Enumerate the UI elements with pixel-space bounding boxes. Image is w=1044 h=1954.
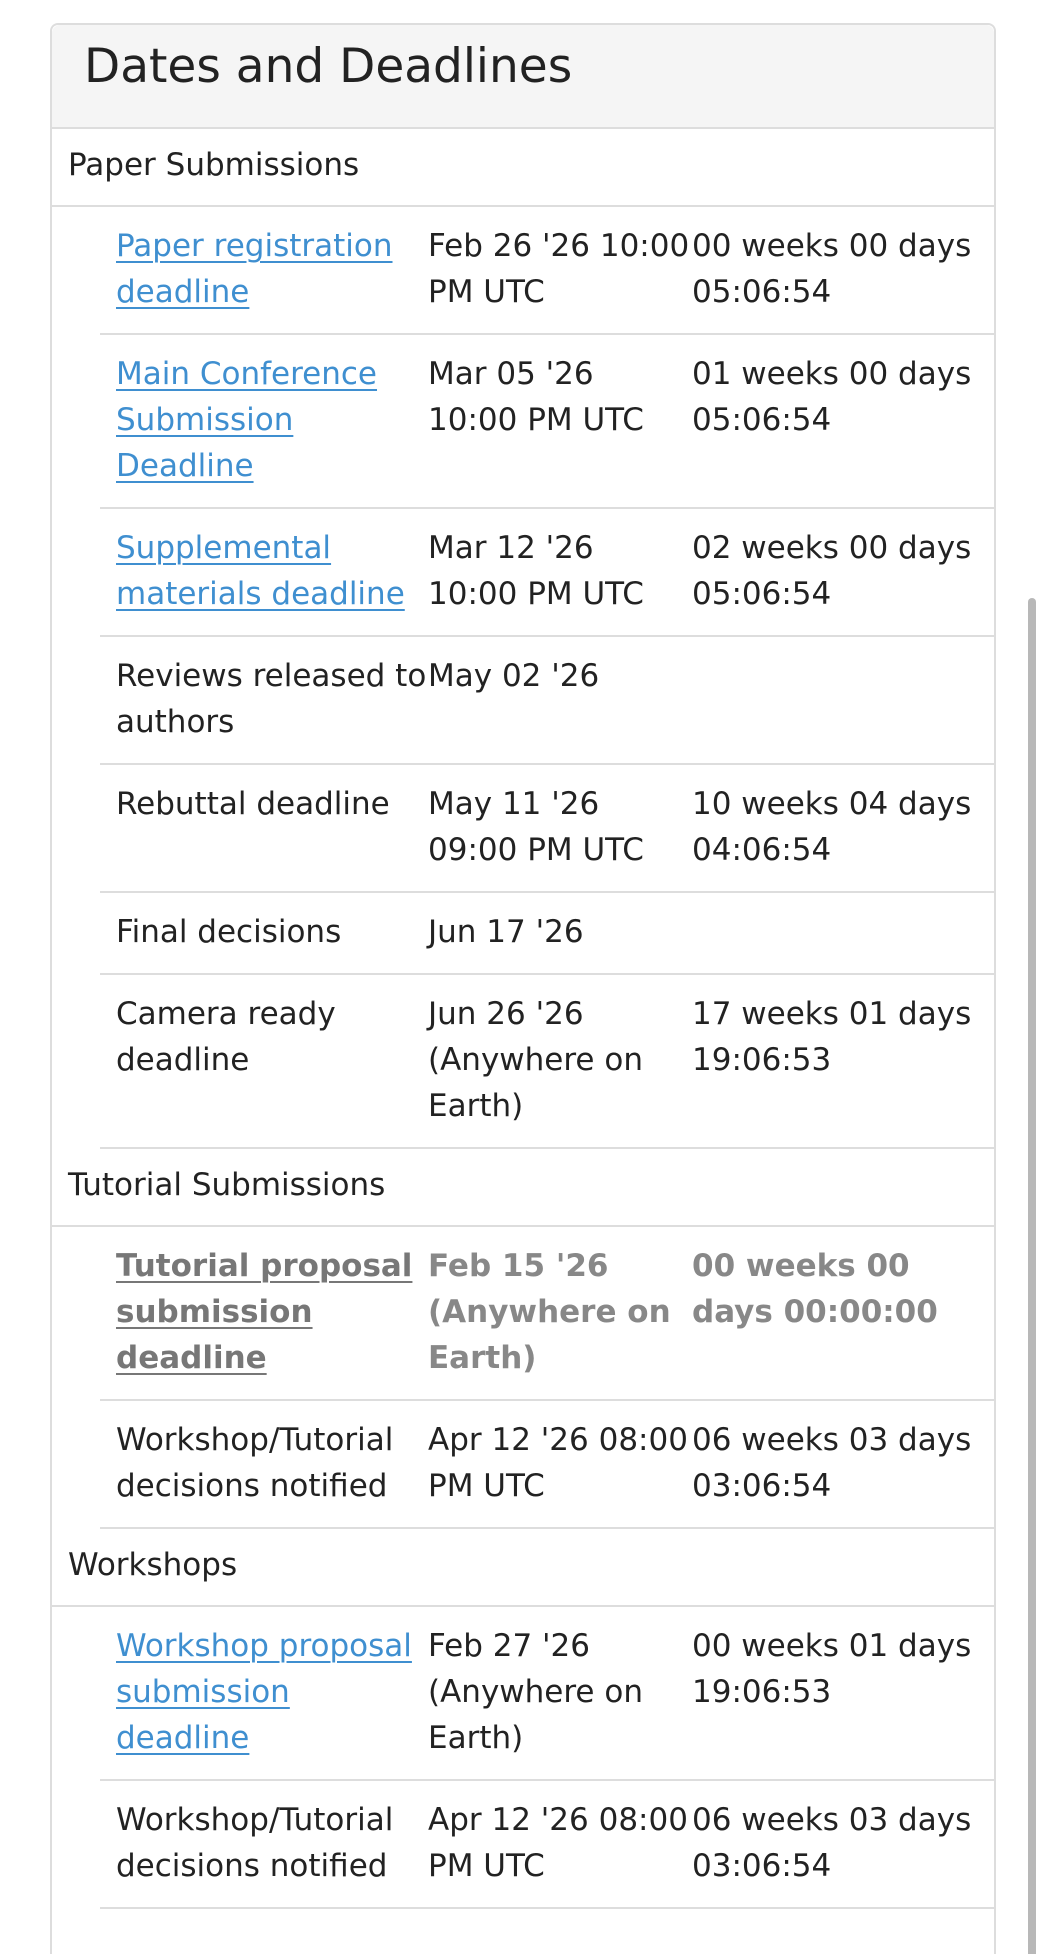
section-paper-submissions <box>52 129 994 1149</box>
deadline-countdown <box>692 909 994 955</box>
deadline-row <box>100 1781 994 1909</box>
card-header <box>52 25 994 129</box>
deadline-date: May 02 '26 <box>428 658 600 694</box>
paper-registration-deadline-link[interactable]: Paper registration deadline <box>116 228 393 310</box>
deadline-row <box>100 1607 994 1781</box>
section-header: Tutorial Submissions <box>52 1149 994 1227</box>
deadline-name: Workshop/Tutorial decisions notified <box>116 1802 394 1884</box>
deadline-name-cell <box>116 351 428 489</box>
card-title: Dates and Deadlines <box>84 39 573 94</box>
deadline-countdown: 06 weeks 03 days 03:06:54 <box>692 1422 972 1504</box>
deadline-countdown <box>692 653 994 745</box>
dates-deadlines-card <box>50 23 996 1954</box>
deadline-name-cell <box>116 1623 428 1761</box>
deadline-countdown: 00 weeks 00 days 00:00:00 <box>692 1248 938 1330</box>
deadline-row <box>100 765 994 893</box>
deadline-countdown: 00 weeks 01 days 19:06:53 <box>692 1628 972 1710</box>
deadline-date: Jun 17 '26 <box>428 914 584 950</box>
vertical-scrollbar[interactable] <box>1028 598 1036 1954</box>
deadline-countdown: 17 weeks 01 days 19:06:53 <box>692 996 972 1078</box>
deadline-row <box>100 207 994 335</box>
section-header: Paper Submissions <box>52 129 994 207</box>
deadline-date: Feb 27 '26 (Anywhere on Earth) <box>428 1628 643 1756</box>
main-conference-submission-deadline-link[interactable]: Main Conference Submission Deadline <box>116 356 378 484</box>
deadline-date: Mar 05 '26 10:00 PM UTC <box>428 356 644 438</box>
deadline-name: Rebuttal deadline <box>116 786 390 822</box>
deadline-countdown: 01 weeks 00 days 05:06:54 <box>692 356 972 438</box>
deadline-date: Feb 26 '26 10:00 PM UTC <box>428 228 690 310</box>
deadline-date: Feb 15 '26 (Anywhere on Earth) <box>428 1248 671 1376</box>
tutorial-proposal-submission-deadline-link[interactable]: Tutorial proposal submission deadline <box>116 1248 413 1376</box>
deadline-date: Jun 26 '26 (Anywhere on Earth) <box>428 996 643 1124</box>
section-workshops <box>52 1529 994 1909</box>
deadline-countdown: 06 weeks 03 days 03:06:54 <box>692 1802 972 1884</box>
section-header: Workshops <box>52 1529 994 1607</box>
deadline-row <box>100 637 994 765</box>
deadline-date: Mar 12 '26 10:00 PM UTC <box>428 530 644 612</box>
deadline-row <box>100 975 994 1149</box>
deadline-name-cell <box>116 223 428 315</box>
supplemental-materials-deadline-link[interactable]: Supplemental materials deadline <box>116 530 405 612</box>
deadline-date: Apr 12 '26 08:00 PM UTC <box>428 1802 688 1884</box>
deadline-date: Apr 12 '26 08:00 PM UTC <box>428 1422 688 1504</box>
deadline-countdown: 10 weeks 04 days 04:06:54 <box>692 786 972 868</box>
deadline-row-past <box>100 1227 994 1401</box>
deadline-name: Workshop/Tutorial decisions notified <box>116 1422 394 1504</box>
deadline-name: Final decisions <box>116 914 342 950</box>
workshop-proposal-submission-deadline-link[interactable]: Workshop proposal submission deadline <box>116 1628 412 1756</box>
deadline-name-cell <box>116 525 428 617</box>
section-tutorial-submissions <box>52 1149 994 1529</box>
deadline-countdown: 02 weeks 00 days 05:06:54 <box>692 530 972 612</box>
deadline-row <box>100 1401 994 1529</box>
deadline-date: May 11 '26 09:00 PM UTC <box>428 786 644 868</box>
deadline-name: Reviews released to authors <box>116 658 427 740</box>
deadline-row <box>100 335 994 509</box>
deadline-name-cell <box>116 1243 428 1381</box>
deadline-name: Camera ready deadline <box>116 996 336 1078</box>
deadline-countdown: 00 weeks 00 days 05:06:54 <box>692 228 972 310</box>
deadline-row <box>100 509 994 637</box>
deadline-row <box>100 893 994 975</box>
